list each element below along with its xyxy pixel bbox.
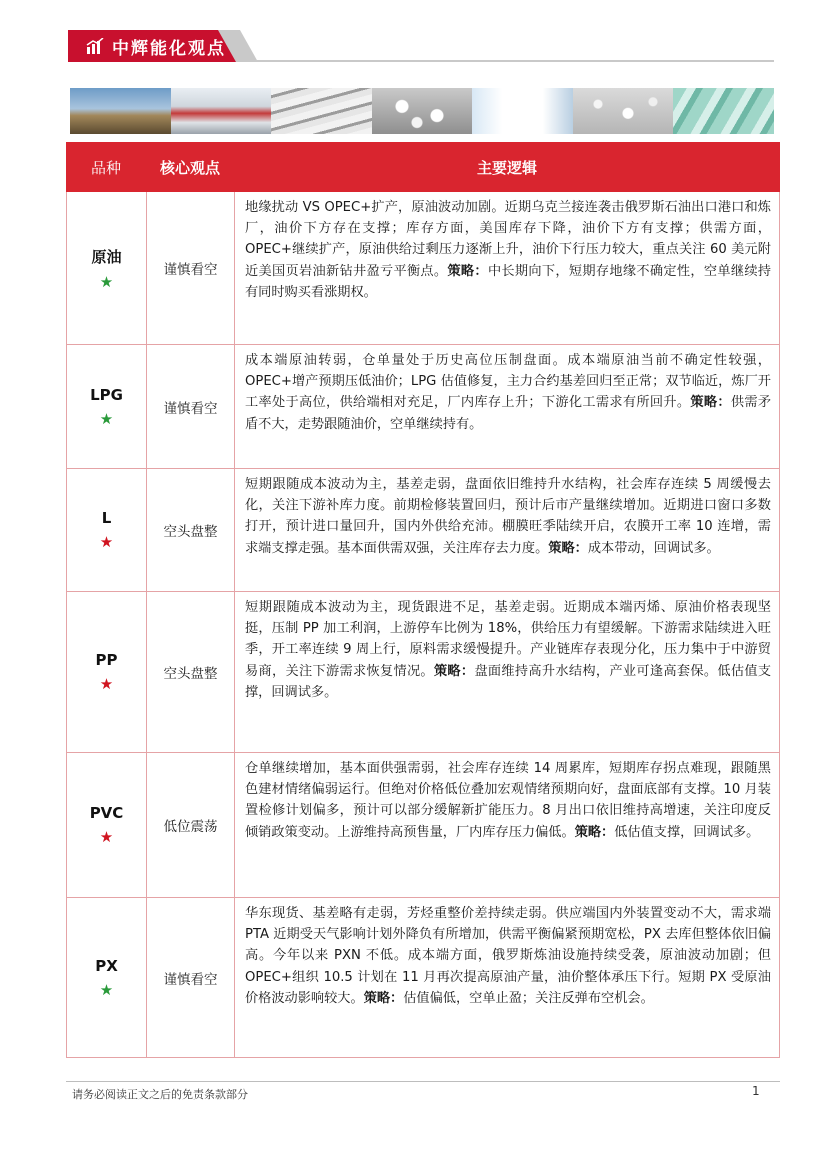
footer-disclaimer: 请务必阅读正文之后的免责条款部分 bbox=[72, 1088, 248, 1101]
product-name: PX bbox=[95, 956, 118, 975]
product-cell bbox=[67, 345, 147, 468]
footer-divider bbox=[66, 1081, 780, 1082]
strategy-text: 估值偏低，空单止盈；关注反弹布空机会。 bbox=[403, 990, 654, 1006]
logic-text: 成本端原油转弱，仓单量处于历史高位压制盘面。成本端原油当前不确定性较强，OPEC+增产预期压低油价；LPG 估值修复，主力合约基差回归至正常；双节临近，炼厂开工率处于高位，供给端相对充足，厂内库存上升；下游化工需求有所回升。 bbox=[245, 353, 771, 411]
chemical-bag-photo bbox=[472, 88, 573, 134]
bar-chart-icon bbox=[86, 38, 104, 54]
star-icon: ★ bbox=[99, 828, 114, 846]
page-number: 1 bbox=[752, 1084, 760, 1098]
pipes-photo bbox=[271, 88, 372, 134]
logic-text: 短期跟随成本波动为主，现货跟进不足，基差走弱。近期成本端丙烯、原油价格表现坚挺，压制 PP 加工利润，上游停车比例为 18%，供给压力有望缓解。下游需求陆续进入旺季，开工率连续 9 周上行，原料需求缓慢提升。产业链库存表现分化，压力集中于中游贸易商，关注下游需求恢复情况。 bbox=[245, 600, 771, 679]
pellets-photo bbox=[372, 88, 473, 134]
table-row bbox=[66, 345, 780, 469]
granules-photo bbox=[573, 88, 674, 134]
strategy-label: 策略： bbox=[447, 263, 488, 279]
strategy-label: 策略： bbox=[690, 395, 731, 411]
logic-text: 短期跟随成本波动为主，基差走弱，盘面依旧维持升水结构，社会库存连续 5 周缓慢去化，关注下游补库力度。前期检修装置回归，预计后市产量继续增加。近期进口窗口多数打开，预计进口量回升，国内外供给充沛。棚膜旺季陆续开启，农膜开工率 10 连增，需求端支撑走强。基本面供需双强，关注库存去力度。 bbox=[245, 477, 771, 556]
product-cell bbox=[67, 592, 147, 752]
star-icon: ★ bbox=[99, 533, 114, 551]
star-icon: ★ bbox=[99, 409, 114, 428]
strategy-text: 供需矛盾不大，走势跟随油价，空单继续持有。 bbox=[245, 395, 772, 432]
strategy-text: 盘面维持高升水结构，产业可逢高套保。低估值支撑，回调试多。 bbox=[245, 663, 772, 700]
logic-text: 仓单继续增加，基本面供强需弱，社会库存连续 14 周累库，短期库存拐点难现，跟随黑色建材情绪偏弱运行。但绝对价格低位叠加宏观情绪预期向好，盘面底部有支撑。10 月装置检修计划偏多，预计可以部分缓解新扩能压力。8 月出口依旧维持高增速，关注印度反倾销政策变动。上游维持高预售量，厂内库存压力偏低。 bbox=[245, 761, 771, 840]
star-icon: ★ bbox=[99, 675, 114, 693]
oil-pump-photo bbox=[70, 88, 171, 134]
product-cell bbox=[67, 898, 147, 1057]
main-logic bbox=[235, 469, 779, 591]
column-header-logic: 主要逻辑 bbox=[476, 158, 537, 177]
strategy-text: 中长期向下，短期存地缘不确定性，空单继续持有同时购买看涨期权。 bbox=[245, 263, 772, 300]
core-view: 低位震荡 bbox=[147, 753, 235, 897]
logic-text: 地缘扰动 VS OPEC+扩产，原油波动加剧。近期乌克兰接连袭击俄罗斯石油出口港口和炼厂，油价下方存在支撑；库存方面，美国库存下降，油价下方有支撑；供需方面，OPEC+继续扩产，原油供给过剩压力逐渐上升，油价下行压力较大，重点关注 60 美元附近美国页岩油新钻井盈亏平衡点。 bbox=[245, 200, 771, 279]
header-title: 中辉能化观点 bbox=[112, 39, 226, 59]
lpg-tank-photo bbox=[171, 88, 272, 134]
star-icon: ★ bbox=[99, 980, 114, 999]
core-view: 空头盘整 bbox=[147, 469, 235, 591]
product-name: LPG bbox=[90, 385, 123, 404]
main-logic bbox=[235, 592, 779, 752]
product-name: 原油 bbox=[91, 247, 122, 266]
product-cell bbox=[67, 753, 147, 897]
strategy-label: 策略： bbox=[574, 824, 615, 840]
logic-text: 华东现货、基差略有走弱，芳烃重整价差持续走弱。供应端国内外装置变动不大，需求端 PTA 近期受天气影响计划外降负有所增加，供需平衡偏紧预期宽松，PX 去库但整体依旧偏高。今年以来 PXN 不低。成本端方面，俄罗斯炼油设施持续受袭，原油波动加剧；但 OPEC+组织 10.5 计划在 11 月再次提高原油产量，油价整体承压下行。短期 PX 受原油价格波动影响较大。 bbox=[245, 906, 771, 1006]
main-logic bbox=[235, 192, 779, 344]
header-underline bbox=[238, 60, 774, 62]
table-header bbox=[66, 142, 780, 192]
viewpoint-table bbox=[66, 142, 780, 1058]
glass-sheets-photo bbox=[673, 88, 774, 134]
strategy-label: 策略： bbox=[548, 540, 588, 556]
table-row bbox=[66, 898, 780, 1058]
product-name: L bbox=[101, 509, 112, 527]
strategy-text: 低估值支撑，回调试多。 bbox=[614, 824, 760, 840]
table-row bbox=[66, 469, 780, 592]
core-view: 谨慎看空 bbox=[147, 192, 235, 344]
main-logic bbox=[235, 753, 779, 897]
core-view: 谨慎看空 bbox=[147, 898, 235, 1057]
column-header-product: 品种 bbox=[90, 158, 121, 177]
table-row bbox=[66, 592, 780, 753]
report-header-banner bbox=[68, 30, 774, 62]
main-logic bbox=[235, 898, 779, 1057]
product-name: PP bbox=[95, 651, 118, 669]
column-header-view: 核心观点 bbox=[159, 158, 220, 177]
main-logic bbox=[235, 345, 779, 468]
product-cell bbox=[67, 469, 147, 591]
core-view: 空头盘整 bbox=[147, 592, 235, 752]
product-photo-strip bbox=[70, 88, 774, 134]
product-name: PVC bbox=[89, 804, 124, 822]
star-icon: ★ bbox=[99, 272, 114, 291]
product-cell bbox=[67, 192, 147, 344]
table-row bbox=[66, 753, 780, 898]
core-view: 谨慎看空 bbox=[147, 345, 235, 468]
strategy-label: 策略： bbox=[363, 990, 404, 1006]
strategy-label: 策略： bbox=[433, 663, 475, 679]
strategy-text: 成本带动，回调试多。 bbox=[587, 540, 720, 556]
table-row bbox=[66, 192, 780, 345]
